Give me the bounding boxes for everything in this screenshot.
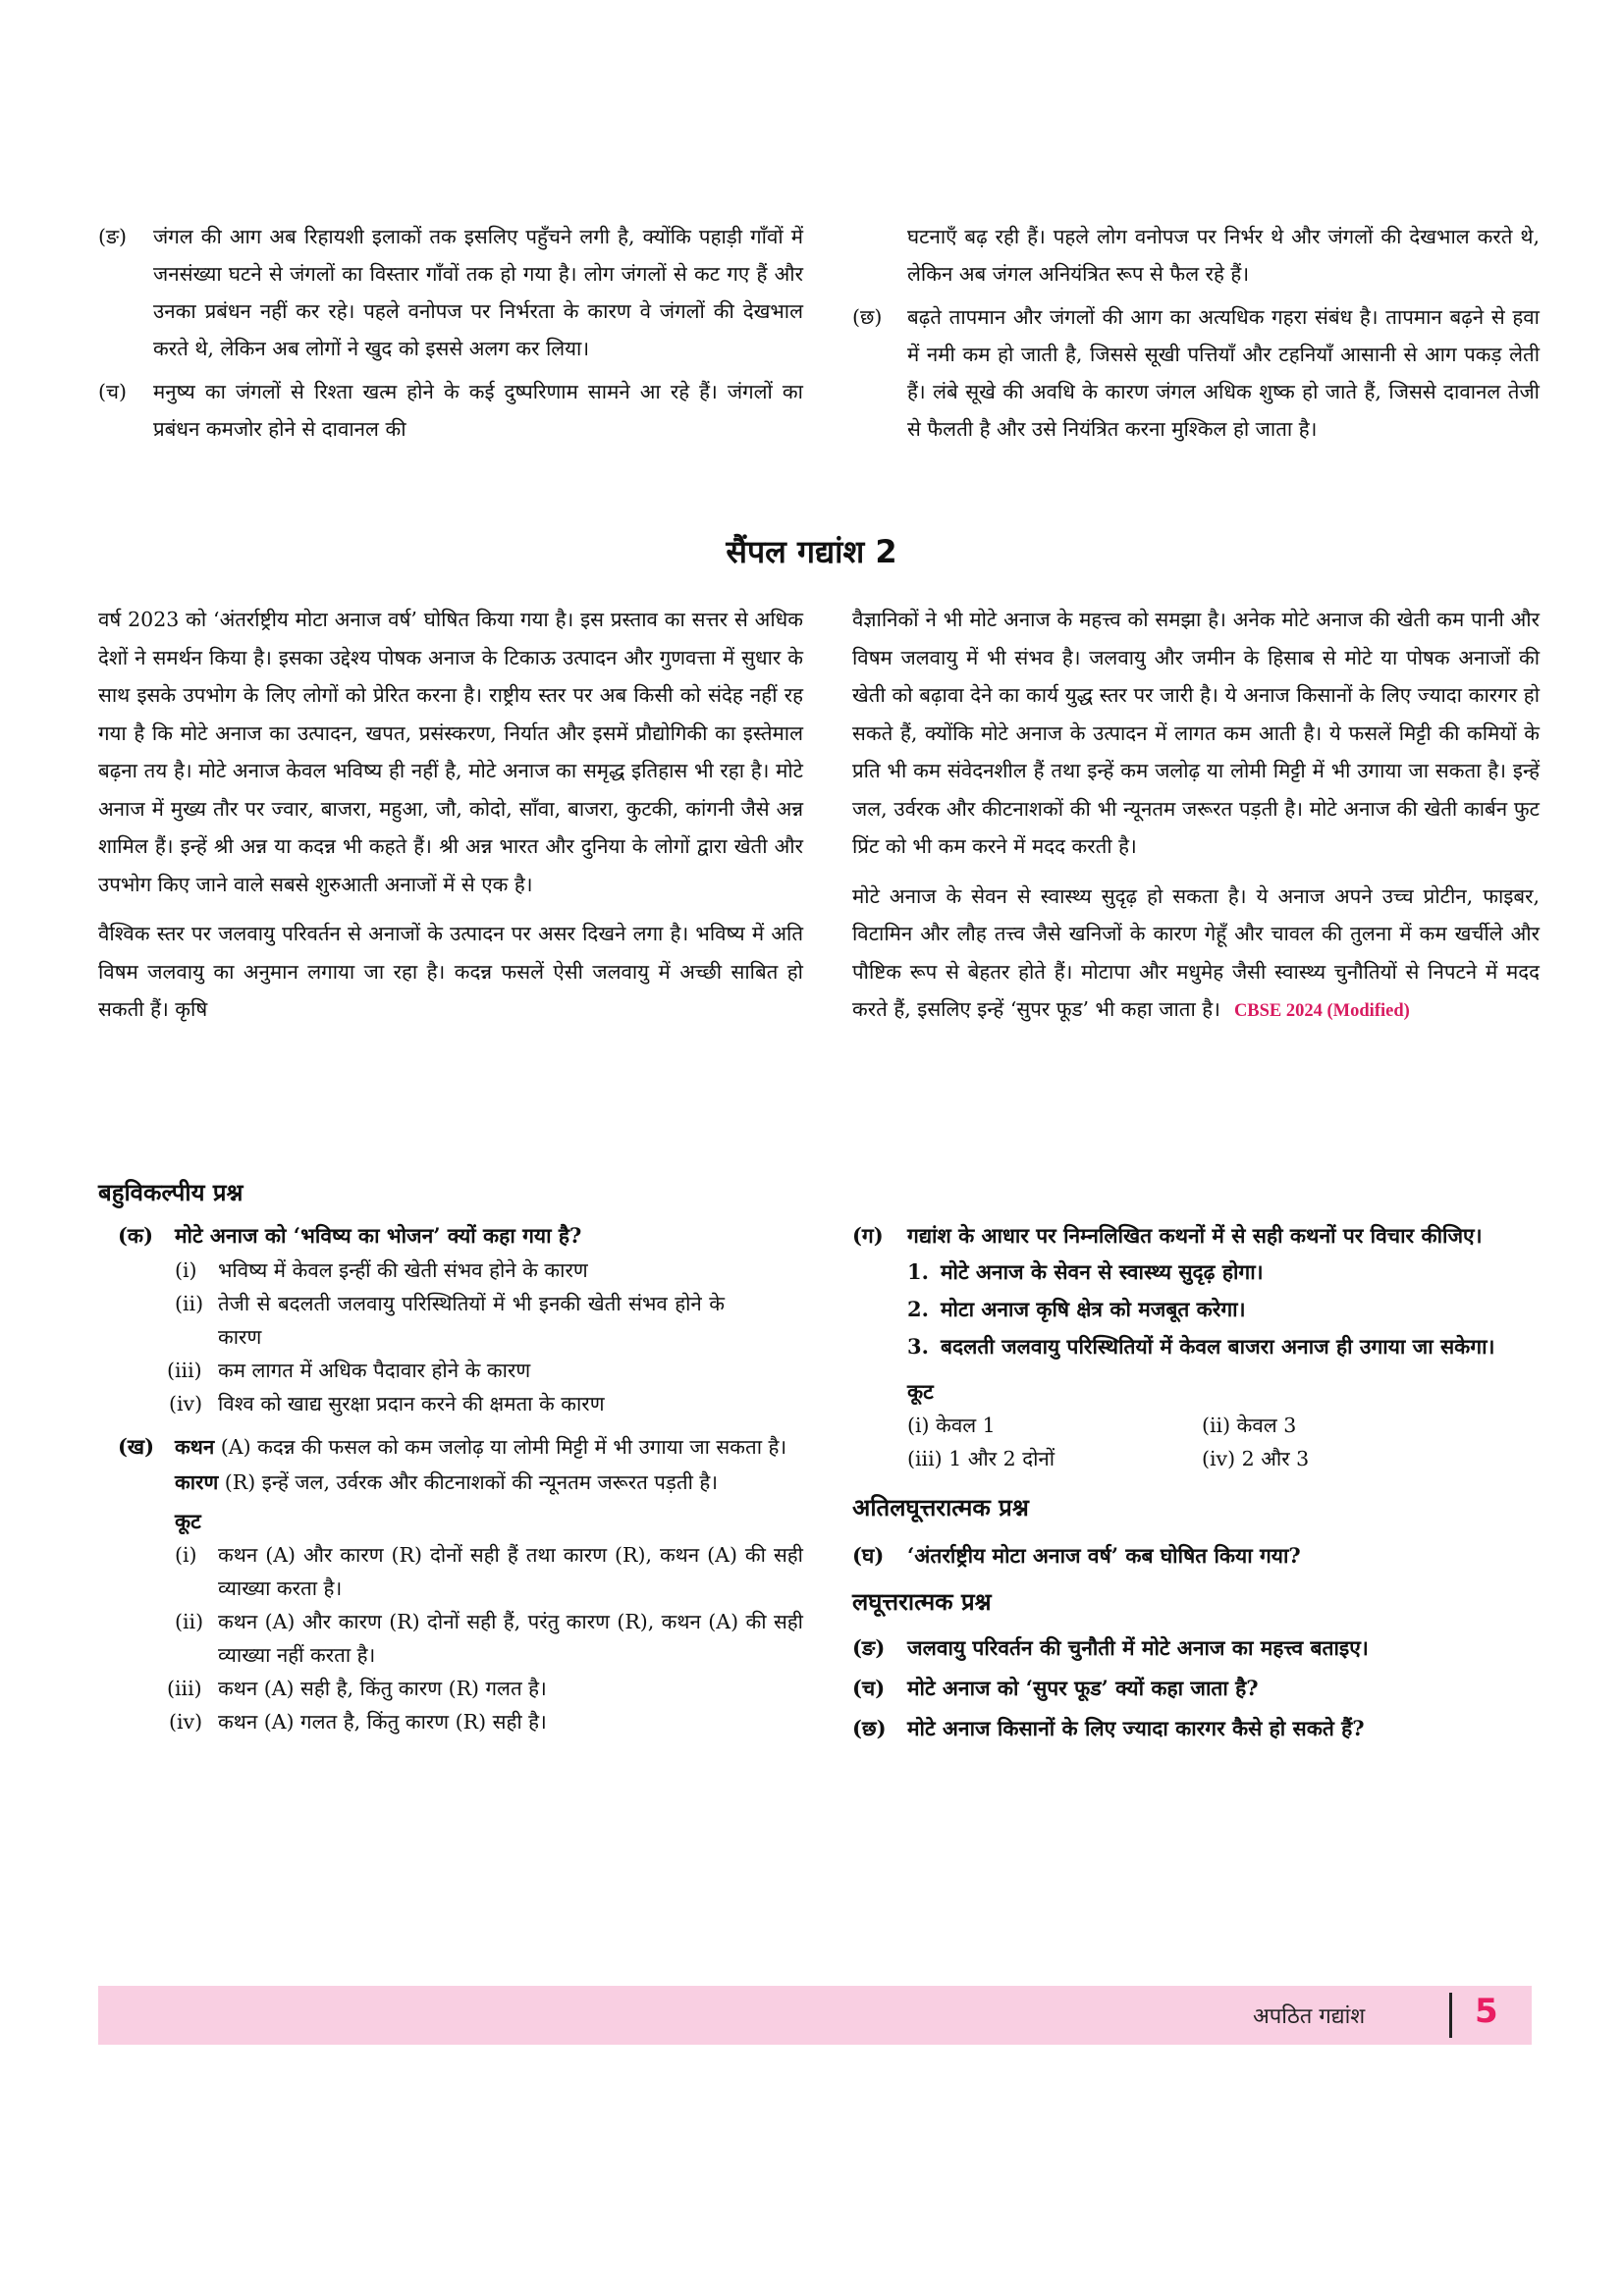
question-cha xyxy=(852,1670,1540,1706)
kut-label: कूट xyxy=(175,1510,201,1533)
assertion xyxy=(175,1430,803,1464)
option xyxy=(169,1387,630,1420)
passage-right-column xyxy=(852,601,1540,1031)
option-text: केवल 1 xyxy=(936,1414,996,1437)
answer-item xyxy=(98,218,803,367)
questions-right-column xyxy=(852,1217,1540,1746)
kut-label: कूट xyxy=(907,1380,934,1404)
option-text: विश्व को खाद्य सुरक्षा प्रदान करने की क्षमता के कारण xyxy=(218,1392,605,1415)
option-marker: (i) xyxy=(175,1258,197,1282)
option-marker: (iii) xyxy=(907,1447,943,1470)
item-text: बढ़ते तापमान और जंगलों की आग का अत्यधिक गहरा संबंध है। तापमान बढ़ने से हवा में नमी कम हो जाती है, जिससे सूखी पत्तियाँ और टहनियाँ आसानी से आग पकड़ लेती हैं। लंबे सूखे की अवधि के कारण जंगल अधिक शुष्क हो जाते हैं, जिससे दावानल तेजी से फैलती है और उसे नियंत्रित करना मुश्किल हो जाता है। xyxy=(907,305,1540,441)
passage-paragraph: वैज्ञानिकों ने भी मोटे अनाज के महत्त्व को समझा है। अनेक मोटे अनाज की खेती कम पानी और विषम जलवायु में भी संभव है। जलवायु और जमीन के हिसाब से मोटे या पोषक अनाजों की खेती को बढ़ावा देने का कार्य युद्ध स्तर पर जारी है। ये अनाज किसानों के लिए ज्यादा कारगर हो सकते हैं, क्योंकि मोटे अनाज के उत्पादन में लागत कम आती है। ये फसलें मिट्टी की कमियों के प्रति भी कम संवेदनशील हैं तथा इन्हें कम जलोढ़ या लोमी मिट्टी में भी उगाया जा सकता है। इन्हें जल, उर्वरक और कीटनाशकों की भी न्यूनतम जरूरत पड़ती है। मोटे अनाज की खेती कार्बन फुट प्रिंट को भी कम करने में मदद करती है। xyxy=(852,608,1540,858)
option xyxy=(907,1442,1202,1475)
reason xyxy=(175,1466,803,1499)
option-marker: (i) xyxy=(907,1414,930,1437)
section-title: सैंपल गद्यांश 2 xyxy=(726,533,897,570)
option xyxy=(1202,1409,1457,1442)
answer-item xyxy=(852,298,1540,448)
options-ka xyxy=(167,1254,725,1420)
passage-paragraph: वैश्विक स्तर पर जलवायु परिवर्तन से अनाजों के उत्पादन पर असर दिखने लगा है। भविष्य में अति विषम जलवायु का अनुमान लगाया जा रहा है। कदन्न फसलें ऐसी जलवायु में अच्छी साबित हो सकती हैं। कृषि xyxy=(98,922,803,1021)
option-text: कथन (A) सही है, किंतु कारण (R) गलत है। xyxy=(218,1677,547,1700)
option-text: कथन (A) गलत है, किंतु कारण (R) सही है। xyxy=(218,1710,547,1734)
option xyxy=(175,1287,725,1354)
option-marker: (ii) xyxy=(175,1610,204,1633)
short-heading: लघूत्तरात्मक प्रश्न xyxy=(852,1588,992,1616)
question-kha xyxy=(118,1430,803,1738)
item-marker: (छ) xyxy=(852,305,883,329)
question-marker: (क) xyxy=(118,1223,153,1248)
question-text: ‘अंतर्राष्ट्रीय मोटा अनाज वर्ष’ कब घोषित किया गया? xyxy=(907,1543,1301,1568)
statement xyxy=(907,1254,1496,1291)
options-kha xyxy=(167,1538,803,1738)
question-marker: (छ) xyxy=(852,1716,887,1740)
item-marker: (च) xyxy=(98,380,128,403)
question-ka xyxy=(118,1217,805,1254)
statement-text: मोटा अनाज कृषि क्षेत्र को मजबूत करेगा। xyxy=(941,1297,1246,1321)
option xyxy=(907,1409,1202,1442)
statements-ga xyxy=(907,1254,1496,1475)
option-marker: (iii) xyxy=(167,1677,202,1700)
option-text: कथन (A) और कारण (R) दोनों सही हैं तथा कारण (R), कथन (A) की सही व्याख्या करता है। xyxy=(218,1543,803,1600)
option-marker: (iv) xyxy=(169,1710,203,1734)
answer-continuation xyxy=(852,218,1540,293)
top-right-column xyxy=(852,218,1540,454)
question-ga xyxy=(852,1217,1496,1254)
question-text: मोटे अनाज किसानों के लिए ज्यादा कारगर कैसे हो सकते हैं? xyxy=(907,1716,1365,1740)
statement-text: मोटे अनाज के सेवन से स्वास्थ्य सुदृढ़ होगा। xyxy=(941,1259,1264,1284)
statement-marker: 2. xyxy=(907,1297,929,1321)
option-marker: (iv) xyxy=(1202,1447,1236,1470)
option xyxy=(167,1354,725,1387)
option xyxy=(175,1605,803,1672)
item-text: मनुष्य का जंगलों से रिश्ता खत्म होने के कई दुष्परिणाम सामने आ रहे हैं। जंगलों का प्रबंधन कमजोर होने से दावानल की xyxy=(153,380,803,441)
statement-marker: 3. xyxy=(907,1334,929,1359)
statement xyxy=(907,1328,1496,1365)
option-text: 1 और 2 दोनों xyxy=(948,1447,1055,1470)
very-short-heading: अतिलघूत्तरात्मक प्रश्न xyxy=(852,1494,1029,1522)
option-text: कथन (A) और कारण (R) दोनों सही हैं, परंतु कारण (R), कथन (A) की सही व्याख्या नहीं करता है। xyxy=(218,1610,803,1667)
option-text: भविष्य में केवल इन्हीं की खेती संभव होने के कारण xyxy=(218,1258,588,1282)
options-ga xyxy=(907,1409,1496,1475)
answer-item xyxy=(98,373,803,448)
item-marker: (ङ) xyxy=(98,225,128,248)
question-marker: (घ) xyxy=(852,1543,885,1568)
question-marker: (ङ) xyxy=(852,1635,886,1660)
option-text: 2 और 3 xyxy=(1241,1447,1310,1470)
question-chha xyxy=(852,1710,1540,1746)
option xyxy=(175,1538,803,1605)
item-text: घटनाएँ बढ़ रही हैं। पहले लोग वनोपज पर निर्भर थे और जंगलों की देखभाल करते थे, लेकिन अब जंगल अनियंत्रित रूप से फैल रहे हैं। xyxy=(907,225,1540,286)
mcq-heading: बहुविकल्पीय प्रश्न xyxy=(98,1179,243,1206)
option-marker: (iii) xyxy=(167,1359,202,1382)
question-marker: (ग) xyxy=(852,1223,884,1248)
footer-divider xyxy=(1449,1993,1452,2038)
option-marker: (ii) xyxy=(1202,1414,1231,1437)
top-left-column xyxy=(98,218,803,454)
option xyxy=(175,1254,725,1287)
option-text: तेजी से बदलती जलवायु परिस्थितियों में भी इनकी खेती संभव होने के कारण xyxy=(218,1292,725,1349)
item-text: जंगल की आग अब रिहायशी इलाकों तक इसलिए पहुँचने लगी है, क्योंकि पहाड़ी गाँवों में जनसंख्या घटने से जंगलों का विस्तार गाँवों तक हो गया है। लोग जंगलों से कट गए हैं और उनका प्रबंधन नहीं कर रहे। पहले वनोपज पर निर्भरता के कारण वे जंगलों की देखभाल करते थे, लेकिन अब लोगों ने खुद को इससे अलग कर लिया। xyxy=(153,225,803,360)
option-text: कम लागत में अधिक पैदावार होने के कारण xyxy=(218,1359,531,1382)
option-marker: (iv) xyxy=(169,1392,203,1415)
assertion-label: कथन xyxy=(175,1435,215,1459)
question-nga xyxy=(852,1629,1540,1666)
assertion-text: (A) कदन्न की फसल को कम जलोढ़ या लोमी मिट्टी में भी उगाया जा सकता है। xyxy=(220,1435,787,1459)
statement-text: बदलती जलवायु परिस्थितियों में केवल बाजरा अनाज ही उगाया जा सकेगा। xyxy=(941,1334,1495,1359)
passage-text: मोटे अनाज के सेवन से स्वास्थ्य सुदृढ़ हो सकता है। ये अनाज अपने उच्च प्रोटीन, फाइबर, विटामिन और लौह तत्त्व जैसे खनिजों के कारण गेहूँ और चावल की तुलना में कम खर्चीले और पौष्टिक रूप से बेहतर होते हैं। मोटापा और मधुमेह जैसी स्वास्थ्य चुनौतियों से निपटने में मदद करते हैं, इसलिए इन्हें ‘सुपर फूड’ भी कहा जाता है। xyxy=(852,883,1540,1021)
passage-paragraph: वर्ष 2023 को ‘अंतर्राष्ट्रीय मोटा अनाज वर्ष’ घोषित किया गया है। इस प्रस्ताव का सत्तर से अधिक देशों ने समर्थन किया है। इसका उद्देश्य पोषक अनाज के टिकाऊ उत्पादन और गुणवत्ता में सुधार के साथ इसके उपभोग के लिए लोगों को प्रेरित करना है। राष्ट्रीय स्तर पर अब किसी को संदेह नहीं रह गया है कि मोटे अनाज का उत्पादन, खपत, प्रसंस्करण, निर्यात और इसमें प्रौद्योगिकी का इस्तेमाल बढ़ना तय है। मोटे अनाज केवल भविष्य ही नहीं है, मोटे अनाज का समृद्ध इतिहास भी रहा है। मोटे अनाज में मुख्य तौर पर ज्वार, बाजरा, महुआ, जौ, कोदो, साँवा, बाजरा, कुटकी, कांगनी जैसे अन्न शामिल हैं। इन्हें श्री अन्न या कदन्न भी कहते हैं। श्री अन्न भारत और दुनिया के लोगों द्वारा खेती और उपभोग किए जाने वाले सबसे शुरुआती अनाजों में से एक है। xyxy=(98,608,803,896)
option-marker: (ii) xyxy=(175,1292,204,1315)
question-text: मोटे अनाज को ‘भविष्य का भोजन’ क्यों कहा गया है? xyxy=(175,1223,582,1248)
reason-text: (R) इन्हें जल, उर्वरक और कीटनाशकों की न्यूनतम जरूरत पड़ती है। xyxy=(224,1470,719,1494)
reason-label: कारण xyxy=(175,1470,219,1494)
questions-left-column xyxy=(98,1217,805,1738)
statement xyxy=(907,1291,1496,1328)
source-citation: CBSE 2024 (Modified) xyxy=(1233,1001,1410,1021)
statement-marker: 1. xyxy=(907,1259,929,1284)
option xyxy=(169,1705,803,1738)
question-text: जलवायु परिवर्तन की चुनौती में मोटे अनाज का महत्त्व बताइए। xyxy=(907,1635,1369,1660)
option-marker: (i) xyxy=(175,1543,197,1567)
question-marker: (ख) xyxy=(118,1434,155,1459)
footer-section-title: अपठित गद्यांश xyxy=(1253,2004,1366,2029)
passage-left-column xyxy=(98,601,803,1041)
option xyxy=(1202,1442,1457,1475)
question-gha xyxy=(852,1537,1540,1574)
question-marker: (च) xyxy=(852,1676,886,1700)
option-text: केवल 3 xyxy=(1236,1414,1297,1437)
option xyxy=(167,1672,803,1705)
question-text: मोटे अनाज को ‘सुपर फूड’ क्यों कहा जाता है? xyxy=(907,1676,1259,1700)
question-text: गद्यांश के आधार पर निम्नलिखित कथनों में से सही कथनों पर विचार कीजिए। xyxy=(907,1223,1483,1248)
passage-paragraph xyxy=(852,878,1540,1031)
page-number: 5 xyxy=(1475,1992,1498,2031)
